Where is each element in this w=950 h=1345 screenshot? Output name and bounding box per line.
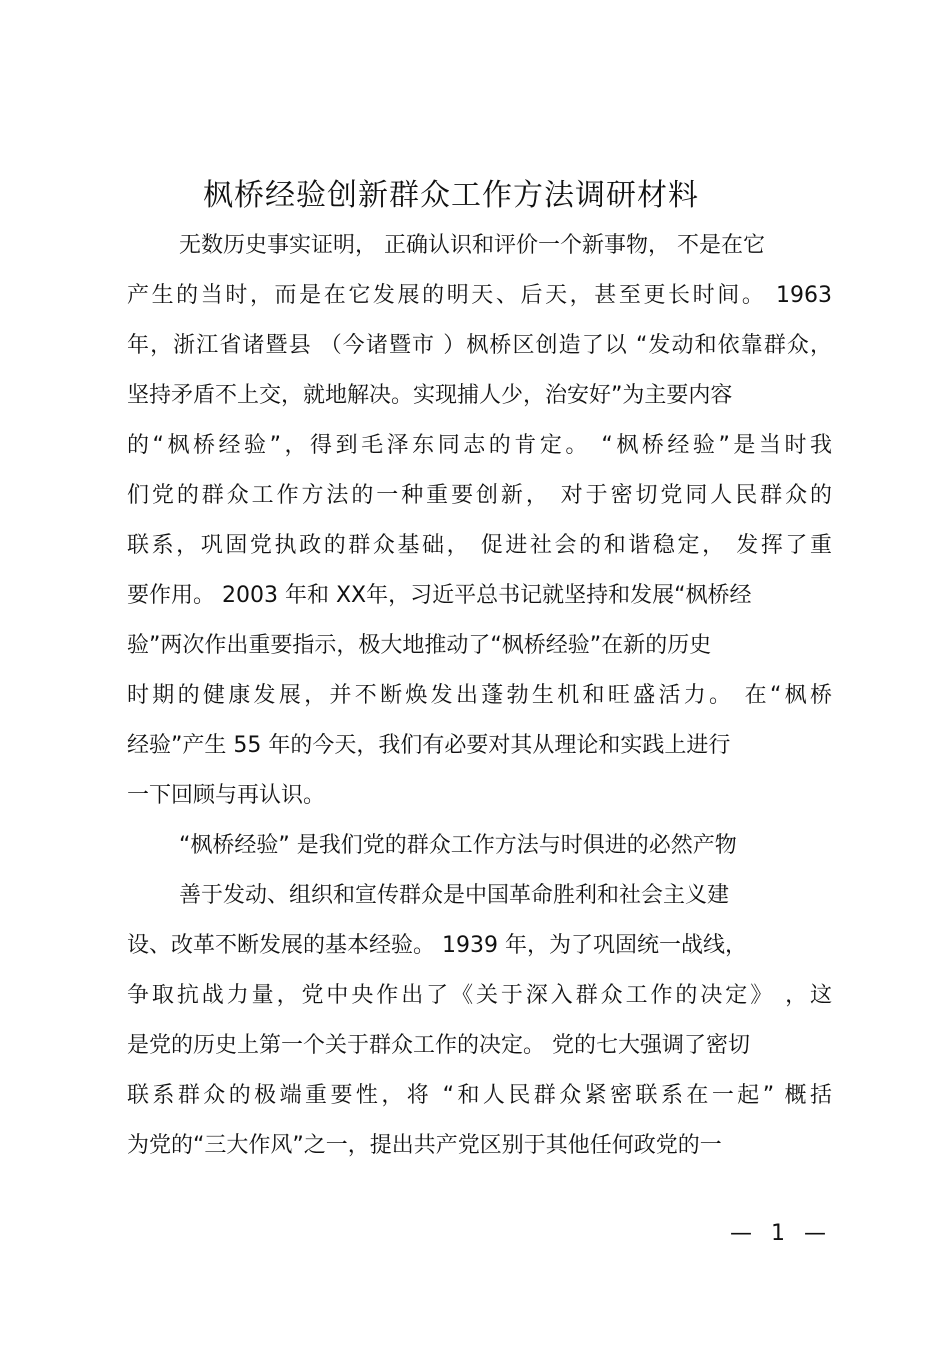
text-line: 设、改革不断发展的基本经验。 1939 年，为了巩固统一战线，: [127, 933, 747, 958]
text-line: 验”两次作出重要指示，极大地推动了“枫桥经验”在新的历史: [127, 633, 712, 658]
text-line: 时期的健康发展，并不断焕发出蓬勃生机和旺盛活力。 在“枫桥: [127, 683, 832, 708]
text-line: 无数历史事实证明， 正确认识和评价一个新事物， 不是在它: [179, 233, 765, 258]
text-line: 联系群众的极端重要性，将 “和人民群众紧密联系在一起” 概括: [127, 1083, 832, 1108]
text-line: 产生的当时，而是在它发展的明天、后天，甚至更长时间。 1963: [127, 283, 832, 308]
section-heading: “枫桥经验” 是我们党的群众工作方法与时俱进的必然产物: [179, 833, 737, 858]
page-title: 枫桥经验创新群众工作方法调研材料: [203, 178, 699, 213]
text-line: 们党的群众工作方法的一种重要创新， 对于密切党同人民群众的: [127, 483, 832, 508]
page-number: — 1 —: [730, 1221, 832, 1246]
text-line: 要作用。 2003 年和 XX年，习近平总书记就坚持和发展“枫桥经: [127, 583, 752, 608]
text-line: 的“枫桥经验”，得到毛泽东同志的肯定。 “枫桥经验”是当时我: [127, 433, 832, 458]
body-text: [127, 221, 832, 1171]
text-line: 善于发动、组织和宣传群众是中国革命胜利和社会主义建: [179, 883, 730, 908]
text-line: 经验”产生 55 年的今天，我们有必要对其从理论和实践上进行: [127, 733, 731, 758]
text-line: 年，浙江省诸暨县 （今诸暨市 ）枫桥区创造了以 “发动和依靠群众，: [127, 333, 832, 358]
text-line: 是党的历史上第一个关于群众工作的决定。 党的七大强调了密切: [127, 1033, 750, 1058]
text-line: 坚持矛盾不上交，就地解决。实现捕人少，治安好”为主要内容: [127, 383, 733, 408]
text-line: 争取抗战力量，党中央作出了《关于深入群众工作的决定》 ，这: [127, 983, 832, 1008]
text-line: 联系，巩固党执政的群众基础， 促进社会的和谐稳定， 发挥了重: [127, 533, 832, 558]
text-line: 一下回顾与再认识。: [127, 783, 326, 808]
text-line: 为党的“三大作风”之一，提出共产党区别于其他任何政党的一: [127, 1133, 722, 1158]
